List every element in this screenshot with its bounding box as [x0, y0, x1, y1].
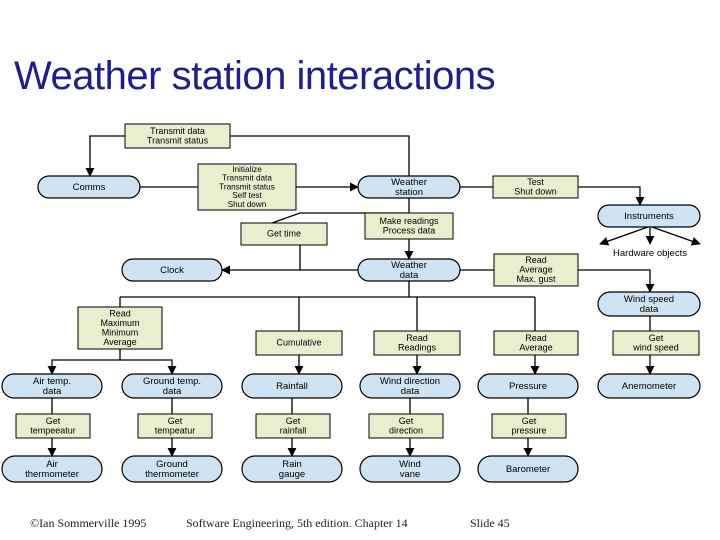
message-get-rainfall — [256, 414, 330, 438]
label-line: data — [399, 269, 419, 281]
label-line: Ground temp. — [142, 375, 202, 387]
object-wind-speed-data — [598, 292, 700, 316]
object-rainfall — [242, 374, 342, 398]
label-line: thermometer — [145, 468, 199, 480]
object-anemometer — [598, 374, 700, 398]
label-line: Self test — [232, 191, 262, 201]
label-line: Transmit data — [150, 125, 205, 136]
object-wind-direction-data — [360, 374, 460, 398]
message-read-readings — [374, 331, 460, 355]
label-line: Process data — [382, 225, 436, 236]
label-line: Ground — [156, 458, 188, 470]
object-comms — [38, 176, 140, 198]
label-line: Instruments — [624, 210, 674, 222]
label-line: Make readings — [379, 215, 439, 226]
label-line: Maximum — [100, 317, 140, 328]
connector-instr-arrow-right — [652, 227, 700, 244]
label-line: Transmit status — [219, 182, 275, 192]
label-line: Cumulative — [276, 337, 322, 348]
label-line: Get time — [266, 228, 302, 239]
message-get-temp-ground — [138, 414, 212, 438]
message-read-average-gust — [494, 254, 578, 286]
label-line: Wind speed — [623, 293, 675, 305]
label-line: Barometer — [505, 463, 551, 475]
label-line: Rainfall — [276, 380, 308, 392]
label-line: station — [395, 186, 423, 198]
message-get-wind-speed — [613, 331, 699, 355]
label-line: Read — [525, 332, 547, 343]
message-get-time — [241, 223, 327, 245]
label-line: data — [162, 385, 182, 397]
label-line: Max. gust — [516, 274, 556, 285]
object-weather-data — [358, 259, 460, 281]
footer-slide: Slide 45 — [470, 516, 510, 530]
label-line: data — [400, 385, 420, 397]
label-line: Initialize — [232, 164, 262, 174]
label-line: Get — [398, 415, 414, 426]
message-get-temp-air — [16, 414, 90, 438]
label-line: Comms — [72, 181, 106, 193]
label-line: tempeeatur — [30, 425, 76, 436]
object-air-thermometer — [2, 456, 102, 482]
message-initialize — [198, 164, 296, 210]
label-line: data — [639, 303, 659, 315]
label-line: vane — [399, 468, 421, 480]
label-line: tempeatur — [154, 425, 196, 436]
label-line: Average — [103, 336, 137, 347]
label-line: data — [42, 385, 62, 397]
label-line: gauge — [278, 468, 306, 480]
object-ground-thermometer — [122, 456, 222, 482]
label-line: Minimum — [101, 327, 139, 338]
label-line: Weather — [391, 176, 427, 188]
page-title: Weather station interactions — [14, 54, 496, 98]
object-wind-vane — [360, 456, 460, 482]
message-make-readings — [365, 213, 453, 239]
object-ground-temp-data — [122, 374, 222, 398]
object-pressure — [478, 374, 578, 398]
label-line: Transmit status — [146, 135, 209, 146]
label-line: Readings — [397, 342, 437, 353]
connector-to-air-temp — [52, 349, 120, 374]
label-line: Weather — [391, 259, 427, 271]
label-line: Read — [109, 308, 131, 319]
connector-wd-to-clock-arrow — [222, 245, 300, 270]
diagram-nodes — [2, 124, 700, 482]
label-line: Transmit data — [222, 173, 272, 183]
label-line: Wind direction — [379, 375, 441, 387]
connector-instr-arrow-left — [600, 227, 648, 244]
label-line: Get — [45, 415, 61, 426]
label-line: wind speed — [633, 342, 679, 353]
label-line: Get — [167, 415, 183, 426]
label-line: Test — [527, 176, 544, 187]
label-line: Average — [519, 342, 553, 353]
message-test-shutdown — [493, 176, 578, 198]
object-clock — [122, 259, 222, 281]
label-line: Shut down — [514, 186, 557, 197]
label-line: Air — [46, 458, 58, 470]
object-instruments — [598, 205, 700, 227]
connector-to-ground-temp — [120, 360, 172, 374]
hardware-objects-label: Hardware objects — [613, 248, 687, 259]
label-line: Wind — [399, 458, 421, 470]
object-rain-gauge — [242, 456, 342, 482]
label-line: Rain — [282, 458, 302, 470]
message-read-max-min-avg — [78, 307, 162, 349]
label-line: Get — [521, 415, 537, 426]
label-line: Anemometer — [621, 380, 677, 392]
object-air-temp-data — [2, 374, 102, 398]
label-line: Shut down — [227, 199, 267, 209]
label-line: Get — [285, 415, 301, 426]
message-get-pressure — [492, 414, 566, 438]
label-line: thermometer — [25, 468, 79, 480]
message-read-average — [494, 331, 578, 355]
label-line: Average — [519, 264, 553, 275]
label-line: Read — [406, 332, 428, 343]
label-line: Clock — [160, 264, 184, 276]
object-barometer — [478, 456, 578, 482]
label-line: Pressure — [508, 380, 548, 392]
label-line: direction — [388, 425, 424, 436]
footer-copyright: ©Ian Sommerville 1995 — [30, 516, 147, 530]
message-get-direction — [369, 414, 443, 438]
object-weather-station — [358, 176, 460, 198]
label-line: pressure — [511, 425, 547, 436]
label-line: Air temp. — [32, 375, 72, 387]
message-transmit — [125, 124, 230, 148]
label-line: Get — [648, 332, 664, 343]
label-line: Read — [525, 255, 547, 266]
label-line: rainfall — [279, 425, 307, 436]
message-cumulative — [256, 331, 342, 355]
footer-book: Software Engineering, 5th edition. Chapter 14 — [186, 516, 408, 530]
